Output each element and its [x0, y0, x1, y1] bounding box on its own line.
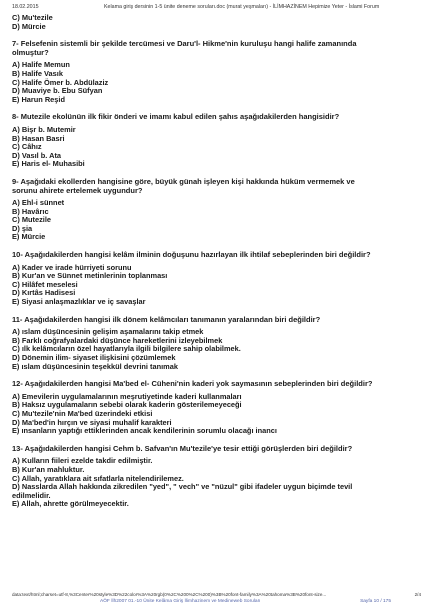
option: edilmelidir. — [12, 490, 51, 500]
option: B) Havârıc — [12, 206, 49, 216]
option: A) ıslam düşüncesinin gelişim aşamalarını takip etmek — [12, 327, 204, 337]
option: B) Farklı coğrafyalardaki düşünce hareketlerini izleyebilmek — [12, 335, 223, 345]
option: C) Mutezile — [12, 215, 52, 225]
question-7 — [12, 40, 414, 104]
option: A) Bişr b. Mutemir — [12, 124, 76, 134]
question-text: 8- Mutezile ekolünün ilk fikir önderi ve imamı kabul edilen şahıs aşağıdakilerden hangisidir? — [12, 112, 340, 122]
option: C) Mu'tezile — [12, 13, 53, 22]
carryover-options — [12, 14, 414, 31]
option: B) Kur'an mahluktur. — [12, 464, 85, 474]
print-date: 18.02.2015 — [12, 4, 39, 10]
option: D) Ma'bed'in hırçın ve siyasi muhalif karakteri — [12, 417, 172, 427]
option: C) Mu'tezile'nin Ma'bed üzerindeki etkisi — [12, 408, 153, 418]
option: D) Nasslarda Allah hakkında zikredilen "yed", " vech" ve "nüzul" gibi ifadeler uygun biçimde tevil — [12, 482, 353, 492]
question-text: 9- Aşağıdaki ekollerden hangisine göre, büyük günah işleyen kişi hakkında hüküm vermemek ve sorunu ahirete ertelemek uygundur? — [12, 176, 355, 195]
option: D) Vasıl b. Ata — [12, 150, 62, 160]
option: E) Harun Reşid — [12, 94, 65, 104]
option: A) Emevilerin uygulamalarının meşrutiyetinde kaderi kullanmaları — [12, 391, 242, 401]
option: C) Câhız — [12, 142, 42, 152]
option: C) Hilâfet meselesi — [12, 279, 78, 289]
option: A) Kader ve irade hürriyeti sorunu — [12, 262, 132, 272]
option: E) ıslam düşüncesinin teşekkül devrini tanımak — [12, 361, 178, 371]
option: A) Halife Memun — [12, 60, 70, 70]
question-text: 12- Aşağıdakilerden hangisi Ma'bed el- Cüheni'nin kaderi yok saymasının sebeplerinden biri değildir? — [12, 379, 373, 389]
option: E) Siyasi anlaşmazlıklar ve iç savaşlar — [12, 297, 146, 307]
question-10 — [12, 251, 414, 307]
option: D) Dönemin ilim- siyaset ilişkisini çözümlemek — [12, 353, 176, 362]
option: E) Haris el- Muhasibi — [12, 159, 85, 169]
question-text: 10- Aşağıdakilerden hangisi kelâm ilminin doğuşunu hazırlayan ilk ihtilaf sebeplerinden biri değildir? — [12, 250, 371, 260]
page-header — [12, 4, 421, 13]
option: A) Ehl-i sünnet — [12, 198, 65, 208]
option: D) Mürcie — [12, 21, 46, 31]
option: D) Muaviye b. Ebu Süfyan — [12, 86, 103, 96]
option: C) Halife Ömer b. Abdülaziz — [12, 77, 109, 87]
option: D) şia — [12, 223, 33, 233]
question-text: 7- Felsefenin sistemli bir şekilde tercümesi ve Daru'l- Hikme'nin kuruluşu hangi halife zamanında olmuştur? — [12, 39, 357, 57]
question-13 — [12, 445, 414, 509]
option: B) Hasan Basri — [12, 133, 65, 143]
footer-url: data:text/html;charset=utf-8,%3Center%20style%3D%22color%3A%20rgb(0%2C%200%2C%200)%3B%20font-family%3A%20tahoma%3B%20font-size... — [12, 592, 327, 597]
option: B) Haksız uygulamaların sebebi olarak kaderin gösterilemeyeceği — [12, 400, 242, 410]
option: C) ılk kelâmcıların özel hayatlarıyla ilgili bilgilere sahip olabilmek. — [12, 344, 241, 354]
question-9 — [12, 178, 414, 242]
question-11 — [12, 316, 414, 372]
page-footer — [12, 592, 421, 608]
option: C) Allah, yaratıklara ait sıfatlarla nitelendirilemez. — [12, 473, 184, 483]
question-8 — [12, 113, 414, 169]
footer-sayfa: Sayfa 10 / 175 — [360, 599, 391, 604]
question-12 — [12, 380, 414, 436]
page-number: 2/4 — [414, 592, 421, 597]
option: E) ınsanların yaptığı ettiklerinden ancak kendilerinin sorumlu olacağı inancı — [12, 426, 277, 436]
option: E) Mürcie — [12, 232, 46, 242]
option: B) Halife Vasık — [12, 68, 63, 78]
question-text: 13- Aşağıdakilerden hangisi Cehm b. Safvan'ın Mu'tezile'ye tesir ettiği görüşlerden biri değildir? — [12, 443, 353, 453]
print-title: Kelama giriş dersinin 1-5 ünite deneme soruları.doc (murat yeşmaları) - İLİMHAZİNEM Hepimize Yeter - İslami Forum — [104, 4, 380, 10]
document-body — [12, 14, 414, 509]
option: D) Kırtâs Hadisesi — [12, 288, 76, 298]
footer-source-title: AÖF İlh2007 01.-10 Ünite Kelâma Giriş İlimhazinem ve Medineweb Soruları — [100, 599, 261, 604]
question-text: 11- Aşağıdakilerden hangisi ilk dönem kelâmcıları tanımanın yaralarından biri değildir? — [12, 314, 321, 324]
option: A) Kulların fiileri ezelde takdir edilmiştir. — [12, 456, 153, 466]
option: E) Allah, ahrette görülmeyecektir. — [12, 499, 129, 509]
option: B) Kur'an ve Sünnet metinlerinin toplanması — [12, 271, 168, 281]
